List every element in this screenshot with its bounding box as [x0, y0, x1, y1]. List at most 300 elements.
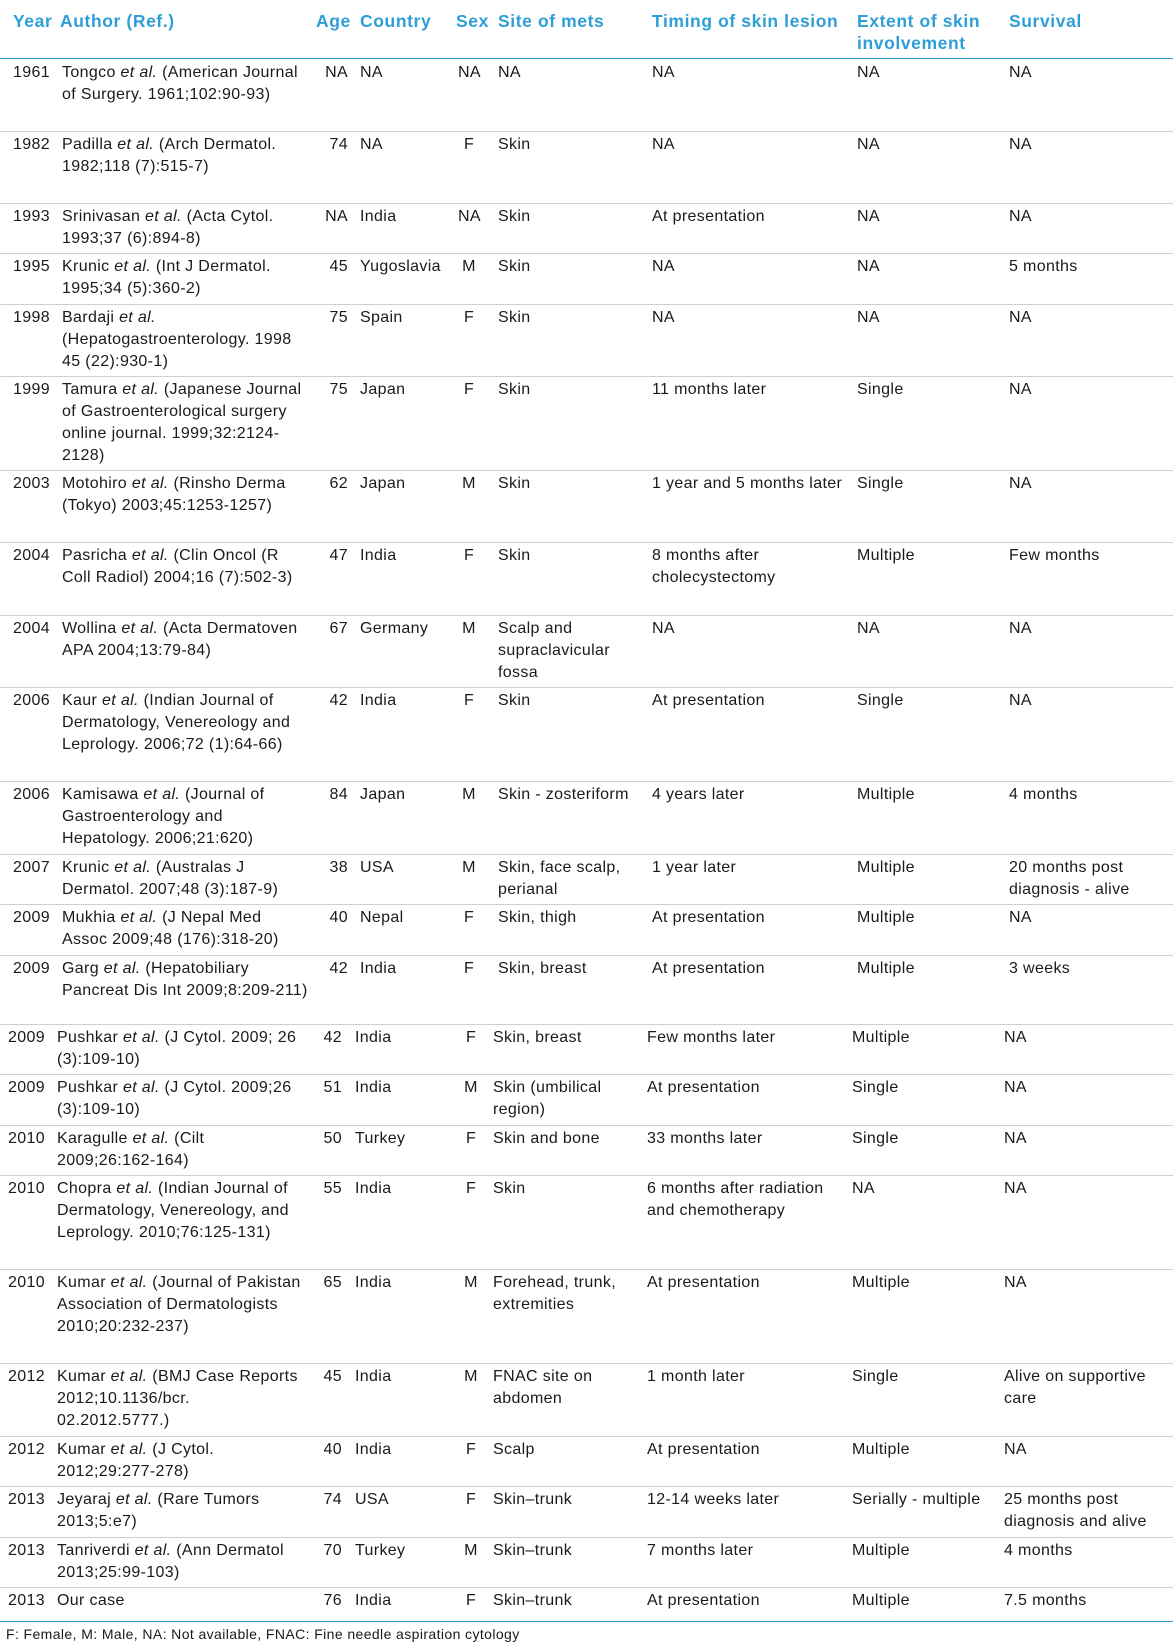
cell-age-text: 40 — [323, 1441, 342, 1458]
cell-survival — [1004, 1590, 1164, 1612]
cell-extent-text: Multiple — [852, 1542, 910, 1559]
cell-author_name-text: Krunic — [62, 859, 110, 876]
cell-year — [13, 958, 50, 980]
cell-extent — [852, 1540, 1002, 1562]
header-timing: Timing of skin lesion — [652, 11, 839, 31]
cell-extent-text: Multiple — [857, 786, 915, 803]
cell-ref-text: (Japanese Journal of Gastroenterological surgery online journal. 1999;32:2124-2128) — [62, 381, 302, 464]
cell-etal-text: et al. — [122, 381, 160, 398]
cell-extent-text: NA — [852, 1180, 875, 1197]
cell-survival-text: NA — [1009, 909, 1032, 926]
cell-extent-text: Single — [852, 1079, 899, 1096]
cell-age — [320, 62, 348, 84]
cell-timing-text: NA — [652, 64, 675, 81]
cell-extent-text: Serially - multiple — [852, 1491, 981, 1508]
cell-ref-text: (Rinsho Derma (Tokyo) 2003;45:1253-1257) — [62, 475, 286, 514]
cell-author — [62, 379, 310, 467]
cell-extent-text: NA — [857, 64, 880, 81]
cell-country — [360, 134, 452, 156]
cell-author — [62, 134, 310, 178]
cell-survival-text: NA — [1009, 309, 1032, 326]
cell-timing — [652, 206, 852, 228]
cell-author — [62, 690, 310, 756]
cell-author_name-text: Pushkar — [57, 1029, 119, 1046]
cell-year — [13, 784, 50, 806]
cell-year-text: 1999 — [13, 381, 50, 398]
cell-age — [320, 473, 348, 495]
cell-survival-text: NA — [1009, 620, 1032, 637]
table-row — [0, 60, 1173, 132]
cell-country — [360, 307, 452, 329]
cell-sex — [458, 307, 480, 329]
cell-age-text: 38 — [329, 859, 348, 876]
header-country: Country — [360, 11, 432, 31]
table-row — [0, 1126, 1173, 1176]
cell-ref-text: (Hepatobiliary Pancreat Dis Int 2009;8:209-211) — [62, 960, 308, 999]
cell-age — [314, 1272, 342, 1294]
cell-age — [314, 1366, 342, 1388]
cell-author — [62, 256, 310, 300]
cell-sex — [458, 379, 480, 401]
cell-sex-text: M — [462, 475, 476, 492]
cell-timing — [652, 307, 852, 329]
cell-ref-text: (American Journal of Surgery. 1961;102:90-93) — [62, 64, 298, 103]
cell-sex-text: F — [463, 381, 475, 398]
cell-country-text: USA — [355, 1491, 389, 1508]
cell-author — [57, 1128, 305, 1172]
cell-year-text: 1982 — [13, 136, 50, 153]
cell-site-text: Skin, breast — [498, 960, 587, 977]
cell-timing — [647, 1027, 847, 1049]
cell-timing-text: NA — [652, 620, 675, 637]
cell-site-text: Skin, face scalp, perianal — [498, 859, 621, 898]
cell-sex-text: F — [465, 1592, 477, 1609]
cell-ref-text: (Indian Journal of Dermatology, Venereology and Leprology. 2006;72 (1):64-66) — [62, 692, 291, 753]
cell-country — [355, 1590, 447, 1612]
cell-age-text: 55 — [323, 1180, 342, 1197]
cell-survival-text: 25 months post diagnosis and alive — [1004, 1491, 1147, 1530]
cell-year — [13, 690, 50, 712]
cell-age — [320, 256, 348, 278]
cell-timing-text: 11 months later — [652, 381, 767, 398]
cell-extent-text: NA — [857, 258, 880, 275]
table-row — [0, 782, 1173, 855]
cell-age-text: 62 — [329, 475, 348, 492]
table-row — [0, 1437, 1173, 1487]
cell-site-text: Forehead, trunk, extremities — [493, 1274, 616, 1313]
cell-sex-text: NA — [458, 64, 481, 81]
cell-site — [498, 545, 648, 567]
cell-age-text: 51 — [323, 1079, 342, 1096]
header-year: Year — [13, 11, 53, 31]
cell-age-text: 84 — [329, 786, 348, 803]
cell-year-text: 2004 — [13, 547, 50, 564]
table-row — [0, 905, 1173, 956]
cell-sex-text: M — [462, 859, 476, 876]
cell-survival-text: NA — [1004, 1130, 1027, 1147]
cell-survival-text: NA — [1009, 64, 1032, 81]
cell-timing — [647, 1366, 847, 1388]
cell-country — [355, 1027, 447, 1049]
cell-country — [360, 784, 452, 806]
cell-survival — [1009, 379, 1169, 401]
table-row — [0, 855, 1173, 905]
cell-year-text: 2004 — [13, 620, 50, 637]
cell-timing — [652, 784, 852, 806]
cell-year — [8, 1540, 45, 1562]
cell-author_name-text: Krunic — [62, 258, 110, 275]
cell-survival — [1009, 473, 1169, 495]
table-row — [0, 132, 1173, 204]
cell-author — [62, 62, 310, 106]
cell-extent — [857, 857, 1007, 879]
cell-timing-text: NA — [652, 136, 675, 153]
cell-site-text: Skin — [498, 258, 531, 275]
cell-survival-text: 3 weeks — [1009, 960, 1071, 977]
cell-timing-text: At presentation — [647, 1274, 760, 1291]
cell-extent — [852, 1489, 1002, 1511]
cell-etal-text: et al. — [122, 1029, 160, 1046]
cell-site-text: Skin — [498, 475, 531, 492]
cell-survival — [1009, 256, 1169, 278]
cell-author — [57, 1489, 305, 1533]
cell-age — [320, 545, 348, 567]
cell-ref-text: (J Cytol. 2009;26 (3):109-10) — [57, 1079, 292, 1118]
cell-year-text: 2009 — [8, 1029, 45, 1046]
cell-ref-text: (J Cytol. 2009; 26 (3):109-10) — [57, 1029, 297, 1068]
cell-ref-text: (Clin Oncol (R Coll Radiol) 2004;16 (7):502-3) — [62, 547, 293, 586]
cell-author — [62, 545, 310, 589]
cell-site — [493, 1366, 643, 1410]
cell-country-text: India — [355, 1441, 392, 1458]
cell-timing — [652, 857, 852, 879]
cell-country-text: Germany — [360, 620, 429, 637]
cell-timing-text: NA — [652, 258, 675, 275]
cell-survival-text: NA — [1009, 692, 1032, 709]
cell-age-text: 75 — [329, 309, 348, 326]
cell-sex-text: F — [465, 1180, 477, 1197]
cell-survival — [1009, 690, 1169, 712]
cell-extent-text: Single — [852, 1368, 899, 1385]
cell-sex — [458, 784, 480, 806]
cell-survival-text: 4 months — [1009, 786, 1078, 803]
cell-timing-text: 1 year and 5 months later — [652, 475, 843, 492]
cell-site — [498, 473, 648, 495]
cell-timing-text: At presentation — [647, 1592, 760, 1609]
cell-sex-text: NA — [458, 208, 481, 225]
cell-sex — [458, 907, 480, 929]
cell-ref-text: (Hepatogastroenterology. 1998 45 (22):930-1) — [62, 331, 292, 370]
cell-survival — [1004, 1540, 1164, 1562]
table-row — [0, 1075, 1173, 1126]
cell-extent — [857, 307, 1007, 329]
cell-author — [62, 958, 310, 1002]
cell-age-text: 67 — [329, 620, 348, 637]
cell-sex — [460, 1590, 482, 1612]
cell-year — [8, 1590, 45, 1612]
cell-author_name-text: Tamura — [62, 381, 118, 398]
cell-country-text: Japan — [360, 381, 406, 398]
table-row — [0, 956, 1173, 1025]
cell-site-text: Scalp — [493, 1441, 535, 1458]
cell-survival — [1009, 784, 1169, 806]
cell-timing-text: 1 year later — [652, 859, 737, 876]
cell-author — [57, 1590, 305, 1612]
cell-country-text: Nepal — [360, 909, 404, 926]
cell-etal-text: et al. — [117, 136, 155, 153]
cell-extent-text: Single — [852, 1130, 899, 1147]
cell-ref-text: (BMJ Case Reports 2012;10.1136/bcr. 02.2012.5777.) — [57, 1368, 298, 1429]
cell-survival-text: NA — [1004, 1079, 1027, 1096]
cell-age — [320, 307, 348, 329]
cell-ref-text: (Acta Dermatoven APA 2004;13:79-84) — [62, 620, 298, 659]
cell-author_name-text: Kumar — [57, 1368, 106, 1385]
cell-extent — [857, 618, 1007, 640]
cell-sex — [460, 1366, 482, 1388]
cell-author_name-text: Kamisawa — [62, 786, 139, 803]
cell-sex-text: F — [465, 1029, 477, 1046]
cell-age-text: NA — [325, 64, 348, 81]
cell-site — [498, 784, 648, 806]
cell-site-text: Skin–trunk — [493, 1542, 573, 1559]
cell-extent — [852, 1128, 1002, 1150]
cell-site — [498, 857, 648, 901]
cell-country — [355, 1272, 447, 1294]
table-row — [0, 1487, 1173, 1538]
cell-survival — [1004, 1027, 1164, 1049]
cell-ref-text: (Journal of Pakistan Association of Dermatologists 2010;20:232-237) — [57, 1274, 301, 1335]
cell-site — [498, 958, 648, 980]
cell-year — [13, 857, 50, 879]
cell-country-text: India — [360, 208, 397, 225]
cell-site-text: Skin - zosteriform — [498, 786, 629, 803]
cell-country — [360, 256, 452, 278]
cell-year-text: 2012 — [8, 1368, 45, 1385]
cell-ref-text: (Indian Journal of Dermatology, Venereology, and Leprology. 2010;76:125-131) — [57, 1180, 289, 1241]
cell-year-text: 2006 — [13, 692, 50, 709]
cell-extent — [857, 958, 1007, 980]
table-row — [0, 616, 1173, 688]
cell-author_name-text: Pasricha — [62, 547, 128, 564]
cell-etal-text: et al. — [131, 475, 169, 492]
cell-site — [493, 1489, 643, 1511]
cell-sex — [460, 1439, 482, 1461]
cell-year — [13, 206, 50, 228]
table-row — [0, 471, 1173, 543]
cell-timing-text: 4 years later — [652, 786, 745, 803]
cell-etal-text: et al. — [110, 1368, 148, 1385]
header-extent: Extent of skin involvement — [857, 11, 981, 53]
cell-timing-text: At presentation — [652, 909, 765, 926]
cell-sex-text: F — [465, 1491, 477, 1508]
cell-sex — [458, 256, 480, 278]
cell-age — [314, 1077, 342, 1099]
cell-sex-text: F — [465, 1441, 477, 1458]
cell-extent-text: Multiple — [857, 547, 915, 564]
cell-country-text: India — [355, 1180, 392, 1197]
cell-extent — [857, 134, 1007, 156]
cell-country — [355, 1540, 447, 1562]
cell-country — [355, 1077, 447, 1099]
cell-author_name-text: Our case — [57, 1592, 125, 1609]
cell-extent — [857, 256, 1007, 278]
cell-extent-text: NA — [857, 309, 880, 326]
table-row — [0, 688, 1173, 782]
cell-timing — [652, 379, 852, 401]
cell-author — [57, 1272, 305, 1338]
cell-age — [314, 1540, 342, 1562]
cell-age — [314, 1489, 342, 1511]
cell-site — [498, 907, 648, 929]
cell-extent — [857, 545, 1007, 567]
cell-site — [498, 307, 648, 329]
cell-age — [320, 958, 348, 980]
cell-sex-text: M — [464, 1274, 478, 1291]
cell-ref-text: (Arch Dermatol. 1982;118 (7):515-7) — [62, 136, 277, 175]
cell-site-text: Skin–trunk — [493, 1491, 573, 1508]
cell-survival — [1009, 62, 1169, 84]
cell-extent-text: Multiple — [857, 859, 915, 876]
cell-year — [8, 1272, 45, 1294]
cell-site-text: Scalp and supraclavicular fossa — [498, 620, 610, 681]
cell-age-text: 65 — [323, 1274, 342, 1291]
cell-site-text: Skin — [498, 547, 531, 564]
cell-sex — [458, 618, 480, 640]
cell-country — [360, 545, 452, 567]
cell-survival — [1009, 545, 1169, 567]
cell-sex-text: M — [462, 786, 476, 803]
cell-survival — [1009, 958, 1169, 980]
cell-extent-text: NA — [857, 208, 880, 225]
cell-site — [493, 1027, 643, 1049]
cell-etal-text: et al. — [114, 258, 152, 275]
cell-sex — [460, 1128, 482, 1150]
cell-survival-text: NA — [1009, 475, 1032, 492]
cell-country-text: India — [360, 692, 397, 709]
cell-site-text: Skin — [498, 309, 531, 326]
cell-year-text: 2009 — [13, 960, 50, 977]
cell-author_name-text: Motohiro — [62, 475, 128, 492]
cell-survival — [1009, 618, 1169, 640]
cell-year-text: 2013 — [8, 1542, 45, 1559]
cell-etal-text: et al. — [131, 547, 169, 564]
table-body — [0, 60, 1173, 1636]
header-rule — [0, 58, 1173, 59]
cell-age-text: 74 — [329, 136, 348, 153]
cell-year-text: 2006 — [13, 786, 50, 803]
cell-ref-text: (Ann Dermatol 2013;25:99-103) — [57, 1542, 284, 1581]
cell-timing-text: At presentation — [652, 960, 765, 977]
cell-survival-text: Alive on supportive care — [1004, 1368, 1146, 1407]
cell-age — [314, 1178, 342, 1200]
cell-extent-text: NA — [857, 136, 880, 153]
cell-extent-text: Multiple — [857, 909, 915, 926]
cell-survival-text: NA — [1009, 136, 1032, 153]
cell-etal-text: et al. — [103, 960, 141, 977]
cell-timing — [652, 473, 852, 495]
cell-year-text: 2013 — [8, 1592, 45, 1609]
cell-extent — [857, 62, 1007, 84]
cell-etal-text: et al. — [102, 692, 139, 709]
cell-site-text: Skin and bone — [493, 1130, 600, 1147]
cell-author — [57, 1027, 305, 1071]
cell-survival — [1004, 1077, 1164, 1099]
cell-etal-text: et al. — [110, 1441, 148, 1458]
cell-sex-text: M — [462, 258, 476, 275]
cell-timing-text: 1 month later — [647, 1368, 745, 1385]
cell-timing — [647, 1590, 847, 1612]
cell-author_name-text: Tongco — [62, 64, 116, 81]
cell-timing — [647, 1489, 847, 1511]
cell-year-text: 1961 — [13, 64, 50, 81]
cell-country-text: Japan — [360, 786, 406, 803]
table-row — [0, 1270, 1173, 1364]
cell-extent-text: Multiple — [852, 1274, 910, 1291]
cell-year-text: 2007 — [13, 859, 50, 876]
cell-country-text: Japan — [360, 475, 406, 492]
cell-sex — [458, 857, 480, 879]
cell-sex-text: F — [463, 909, 475, 926]
cell-extent — [857, 206, 1007, 228]
cell-timing — [652, 618, 852, 640]
cell-year — [13, 256, 50, 278]
cell-age — [320, 784, 348, 806]
cell-survival — [1004, 1366, 1164, 1410]
cell-sex-text: F — [465, 1130, 477, 1147]
cell-timing-text: At presentation — [652, 692, 765, 709]
cell-country — [360, 690, 452, 712]
cell-sex — [458, 134, 480, 156]
cell-survival — [1009, 857, 1169, 901]
cell-etal-text: et al. — [121, 620, 159, 637]
cell-age — [320, 134, 348, 156]
cell-survival-text: 4 months — [1004, 1542, 1073, 1559]
cell-site — [493, 1590, 643, 1612]
cell-country-text: Yugoslavia — [360, 258, 441, 275]
cell-survival — [1004, 1128, 1164, 1150]
table-row — [0, 1025, 1173, 1075]
cell-site-text: Skin — [498, 692, 531, 709]
cell-age — [320, 690, 348, 712]
cell-ref-text: (Acta Cytol. 1993;37 (6):894-8) — [62, 208, 274, 247]
cell-extent — [857, 379, 1007, 401]
cell-author — [62, 307, 310, 373]
cell-sex-text: M — [462, 620, 476, 637]
cell-extent-text: Multiple — [852, 1441, 910, 1458]
cell-sex — [460, 1489, 482, 1511]
cell-year — [13, 62, 50, 84]
cell-country-text: India — [355, 1079, 392, 1096]
cell-extent — [852, 1178, 1002, 1200]
cell-site-text: Skin, thigh — [498, 909, 577, 926]
cell-extent — [857, 690, 1007, 712]
cell-author_name-text: Wollina — [62, 620, 117, 637]
cell-survival-text: 7.5 months — [1004, 1592, 1087, 1609]
cell-age-text: 70 — [323, 1542, 342, 1559]
cell-year-text: 1998 — [13, 309, 50, 326]
cell-survival-text: 5 months — [1009, 258, 1078, 275]
table-row — [0, 543, 1173, 616]
cell-ref-text: (Journal of Gastroenterology and Hepatology. 2006;21:620) — [62, 786, 265, 847]
cell-extent-text: Single — [857, 475, 904, 492]
cell-timing-text: 12-14 weeks later — [647, 1491, 780, 1508]
cell-site-text: Skin — [498, 381, 531, 398]
cell-survival — [1009, 134, 1169, 156]
cell-sex — [458, 473, 480, 495]
cell-country-text: USA — [360, 859, 394, 876]
cell-timing — [647, 1439, 847, 1461]
cell-age-text: 50 — [323, 1130, 342, 1147]
